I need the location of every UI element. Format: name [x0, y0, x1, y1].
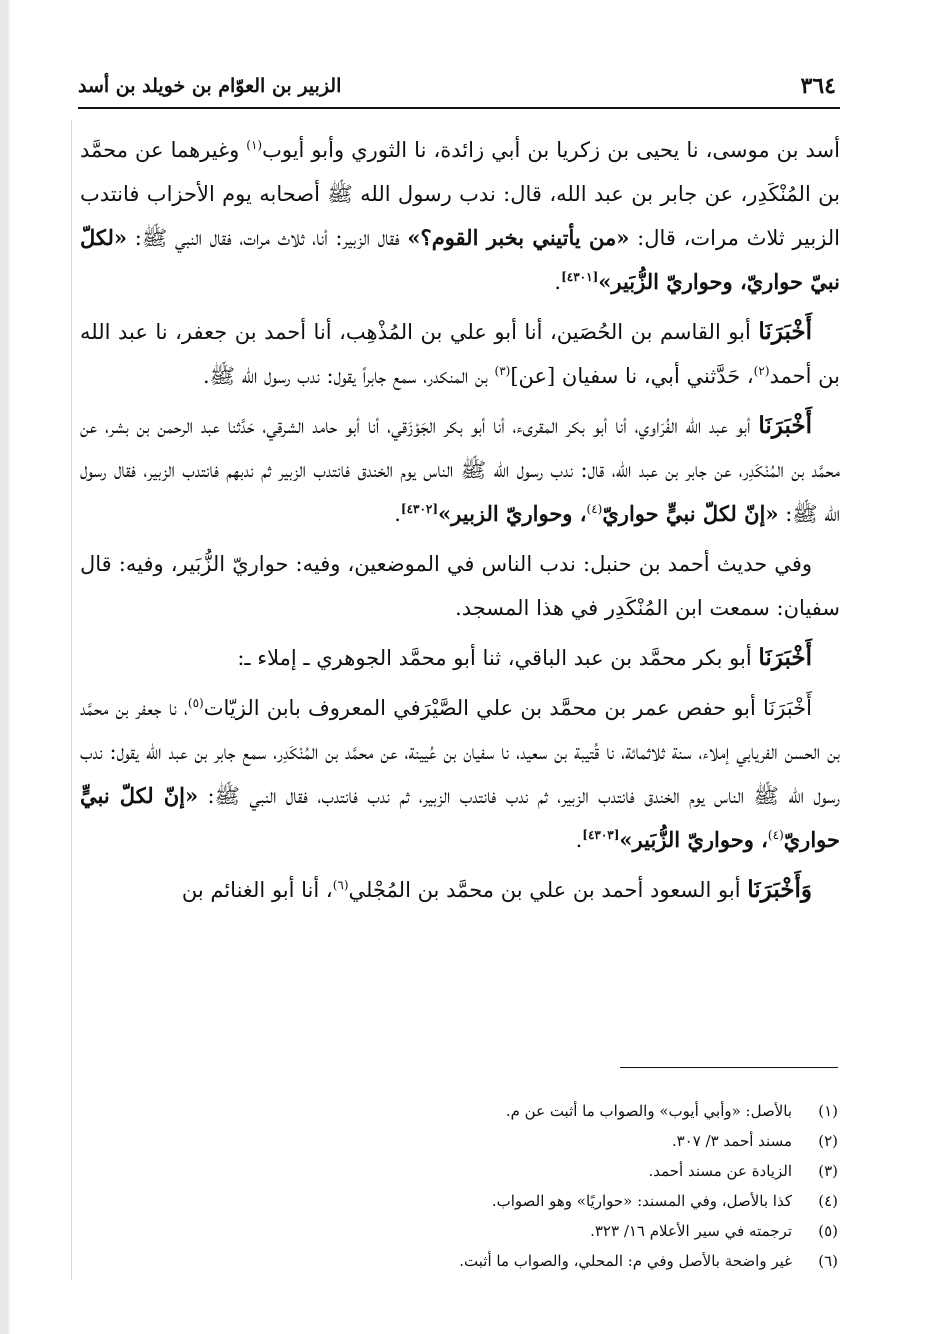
footnote-text: مسند أحمد ٣/ ٣٠٧. [671, 1132, 792, 1150]
footnote-text: ترجمته في سير الأعلام ١٦/ ٣٢٣. [590, 1222, 792, 1240]
isnad-lead: أَخْبَرَنَا [758, 644, 812, 671]
footnote-marker: (٣) [494, 364, 511, 378]
footnote-number: (٤) [818, 1192, 838, 1210]
footnote-separator [620, 1067, 838, 1068]
footnote-marker: (١) [246, 138, 263, 152]
footnote [80, 1096, 838, 1126]
footnote [80, 1186, 838, 1216]
paragraph-6: أَخْبَرَنَا أبو حفص عمر بن محمَّد بن علي الصَّيْرَفي المعروف بابن الزيّات$^{(٥)}$، نا جعفر بن محمَّد بن الحسن الفريابي إملاء، سنة ثلاثمائة، نا قُتيبة بن سعيد، نا سفيان بن عُيينة، عن محمَّد بن المُنْكَدِر، سمع جابر بن عبد الله يقول: ندب رسول الله ﷺ الناس يوم الخندق فانتدب الزبير، ثم ندب فانتدب الزبير، ثم ندب فانتدب، فقال النبي ﷺ: «إنّ لكلّ نبيٍّ حواريّ$^{(٤)}$، وحواريّ الزُّبَير»[٤٣٠٣]. [80, 696, 841, 852]
binding-margin-line [71, 120, 72, 1280]
footnote [80, 1156, 838, 1186]
isnad-lead: أَخْبَرَنَا [758, 412, 812, 439]
footnote-number: (٢) [818, 1132, 838, 1150]
main-text [80, 128, 840, 918]
hadith-quote: ، وحواريّ الزبير» [438, 501, 587, 526]
page-header [78, 68, 836, 104]
header-rule [78, 107, 840, 109]
footnote [80, 1246, 838, 1276]
hadith-number: [٤٣٠٢] [400, 502, 439, 516]
paragraph-3: أَخْبَرَنَا أبو عبد الله الفُرَاوي، أنا أبو بكر المقرىء، أنا أبو بكر الجَوْزَقي، أنا أبو حامد الشرقي، حَدَّثنا عبد الرحمن بن بشر، عن محمَّد بن المُنْكَدِر، عن جابر بن عبد الله، قال: ندب رسول الله ﷺ الناس يوم الخندق فانتدب الزبير ثم ندبهم فانتدب الزبير، فقال رسول الله ﷺ: «إنّ لكلّ نبيٍّ حواريّ$^{(٤)}$، وحواريّ الزبير»[٤٣٠٢]. [80, 412, 840, 526]
hadith-number: [٤٣٠١] [561, 270, 599, 284]
hadith-quote: «من يأتيني بخبر القوم؟» [407, 225, 630, 250]
footnote-marker: (٥) [187, 696, 204, 710]
footnote-marker: (٦) [332, 878, 349, 892]
footnote-number: (٣) [818, 1162, 838, 1180]
footnote-number: (٥) [818, 1222, 838, 1240]
footnote-text: بالأصل: «وأبي أيوب» والصواب ما أثبت عن م. [505, 1102, 792, 1120]
footnote-marker: (٤) [767, 828, 784, 842]
scan-edge-shadow [0, 0, 8, 1334]
footnote-marker: (٤) [586, 502, 603, 516]
paragraph-7: وَأَخْبَرَنَا أبو السعود أحمد بن علي بن محمَّد بن المُجْلي$^{(٦)}$، أنا أبو الغنائم بن [181, 876, 812, 903]
hadith-quote: «إنّ لكلّ نبيٍّ حواريّ [602, 501, 779, 526]
running-title: الزبير بن العوّام بن خويلد بن أسد [78, 75, 342, 97]
footnote [80, 1126, 838, 1156]
footnote-text: الزيادة عن مسند أحمد. [648, 1162, 792, 1180]
footnote-number: (١) [818, 1102, 838, 1120]
hadith-quote: «إنّ لكلّ نبيٍّ حواريّ [80, 783, 840, 852]
footnote-text: كذا بالأصل، وفي المسند: «حواريًا» وهو الصواب. [491, 1192, 792, 1210]
footnote [80, 1216, 838, 1246]
scan-edge-highlight [8, 0, 10, 1334]
paragraph-4: وفي حديث أحمد بن حنبل: ندب الناس في الموضعين، وفيه: حواريّ الزُّبَير، وفيه: قال سفيان: سمعت ابن المُنْكَدِر في هذا المسجد. [80, 552, 840, 620]
isnad-lead: وَأَخْبَرَنَا [747, 876, 812, 903]
page-number: ٣٦٤ [800, 73, 836, 99]
footnotes [80, 1096, 838, 1276]
hadith-quote: ، وحواريّ الزُّبَير» [619, 827, 768, 852]
paragraph-5: أَخْبَرَنَا أبو بكر محمَّد بن عبد الباقي، ثنا أبو محمَّد الجوهري ـ إملاء ـ: [237, 644, 812, 671]
paragraph-1: أسد بن موسى، نا يحيى بن زكريا بن أبي زائدة، نا الثوري وأبو أيوب$^{(١)}$ وغيرهما عن محمَّد بن المُنْكَدِر، عن جابر بن عبد الله، قال: ندب رسول الله ﷺ أصحابه يوم الأحزاب فانتدب الزبير ثلاث مرات، قال: «من يأتيني بخبر القوم؟» فقال الزبير: أنا، ثلاث مرات، فقال النبي ﷺ: «لكلّ نبيّ حواريّ، وحواريّ الزُّبَير»[٤٣٠١]. [80, 138, 841, 294]
hadith-number: [٤٣٠٣] [582, 828, 620, 842]
footnote-marker: (٢) [753, 364, 770, 378]
footnote-text: غير واضحة بالأصل وفي م: المحلي، والصواب ما أثبت. [459, 1252, 792, 1270]
isnad-lead: أَخْبَرَنَا [758, 318, 812, 345]
footnote-number: (٦) [818, 1252, 838, 1270]
hadith-quote: «لكلّ نبيّ حواريّ، وحواريّ الزُّبَير» [80, 225, 840, 294]
paragraph-2: أَخْبَرَنَا أبو القاسم بن الحُصَين، أنا أبو علي بن المُذْهِب، أنا أحمد بن جعفر، نا عبد الله بن أحمد$^{(٢)}$، حَدَّثني أبي، نا سفيان [عن]$^{(٣)}$ بن المنكدر، سمع جابراً يقول: ندب رسول الله ﷺ. [80, 318, 840, 388]
